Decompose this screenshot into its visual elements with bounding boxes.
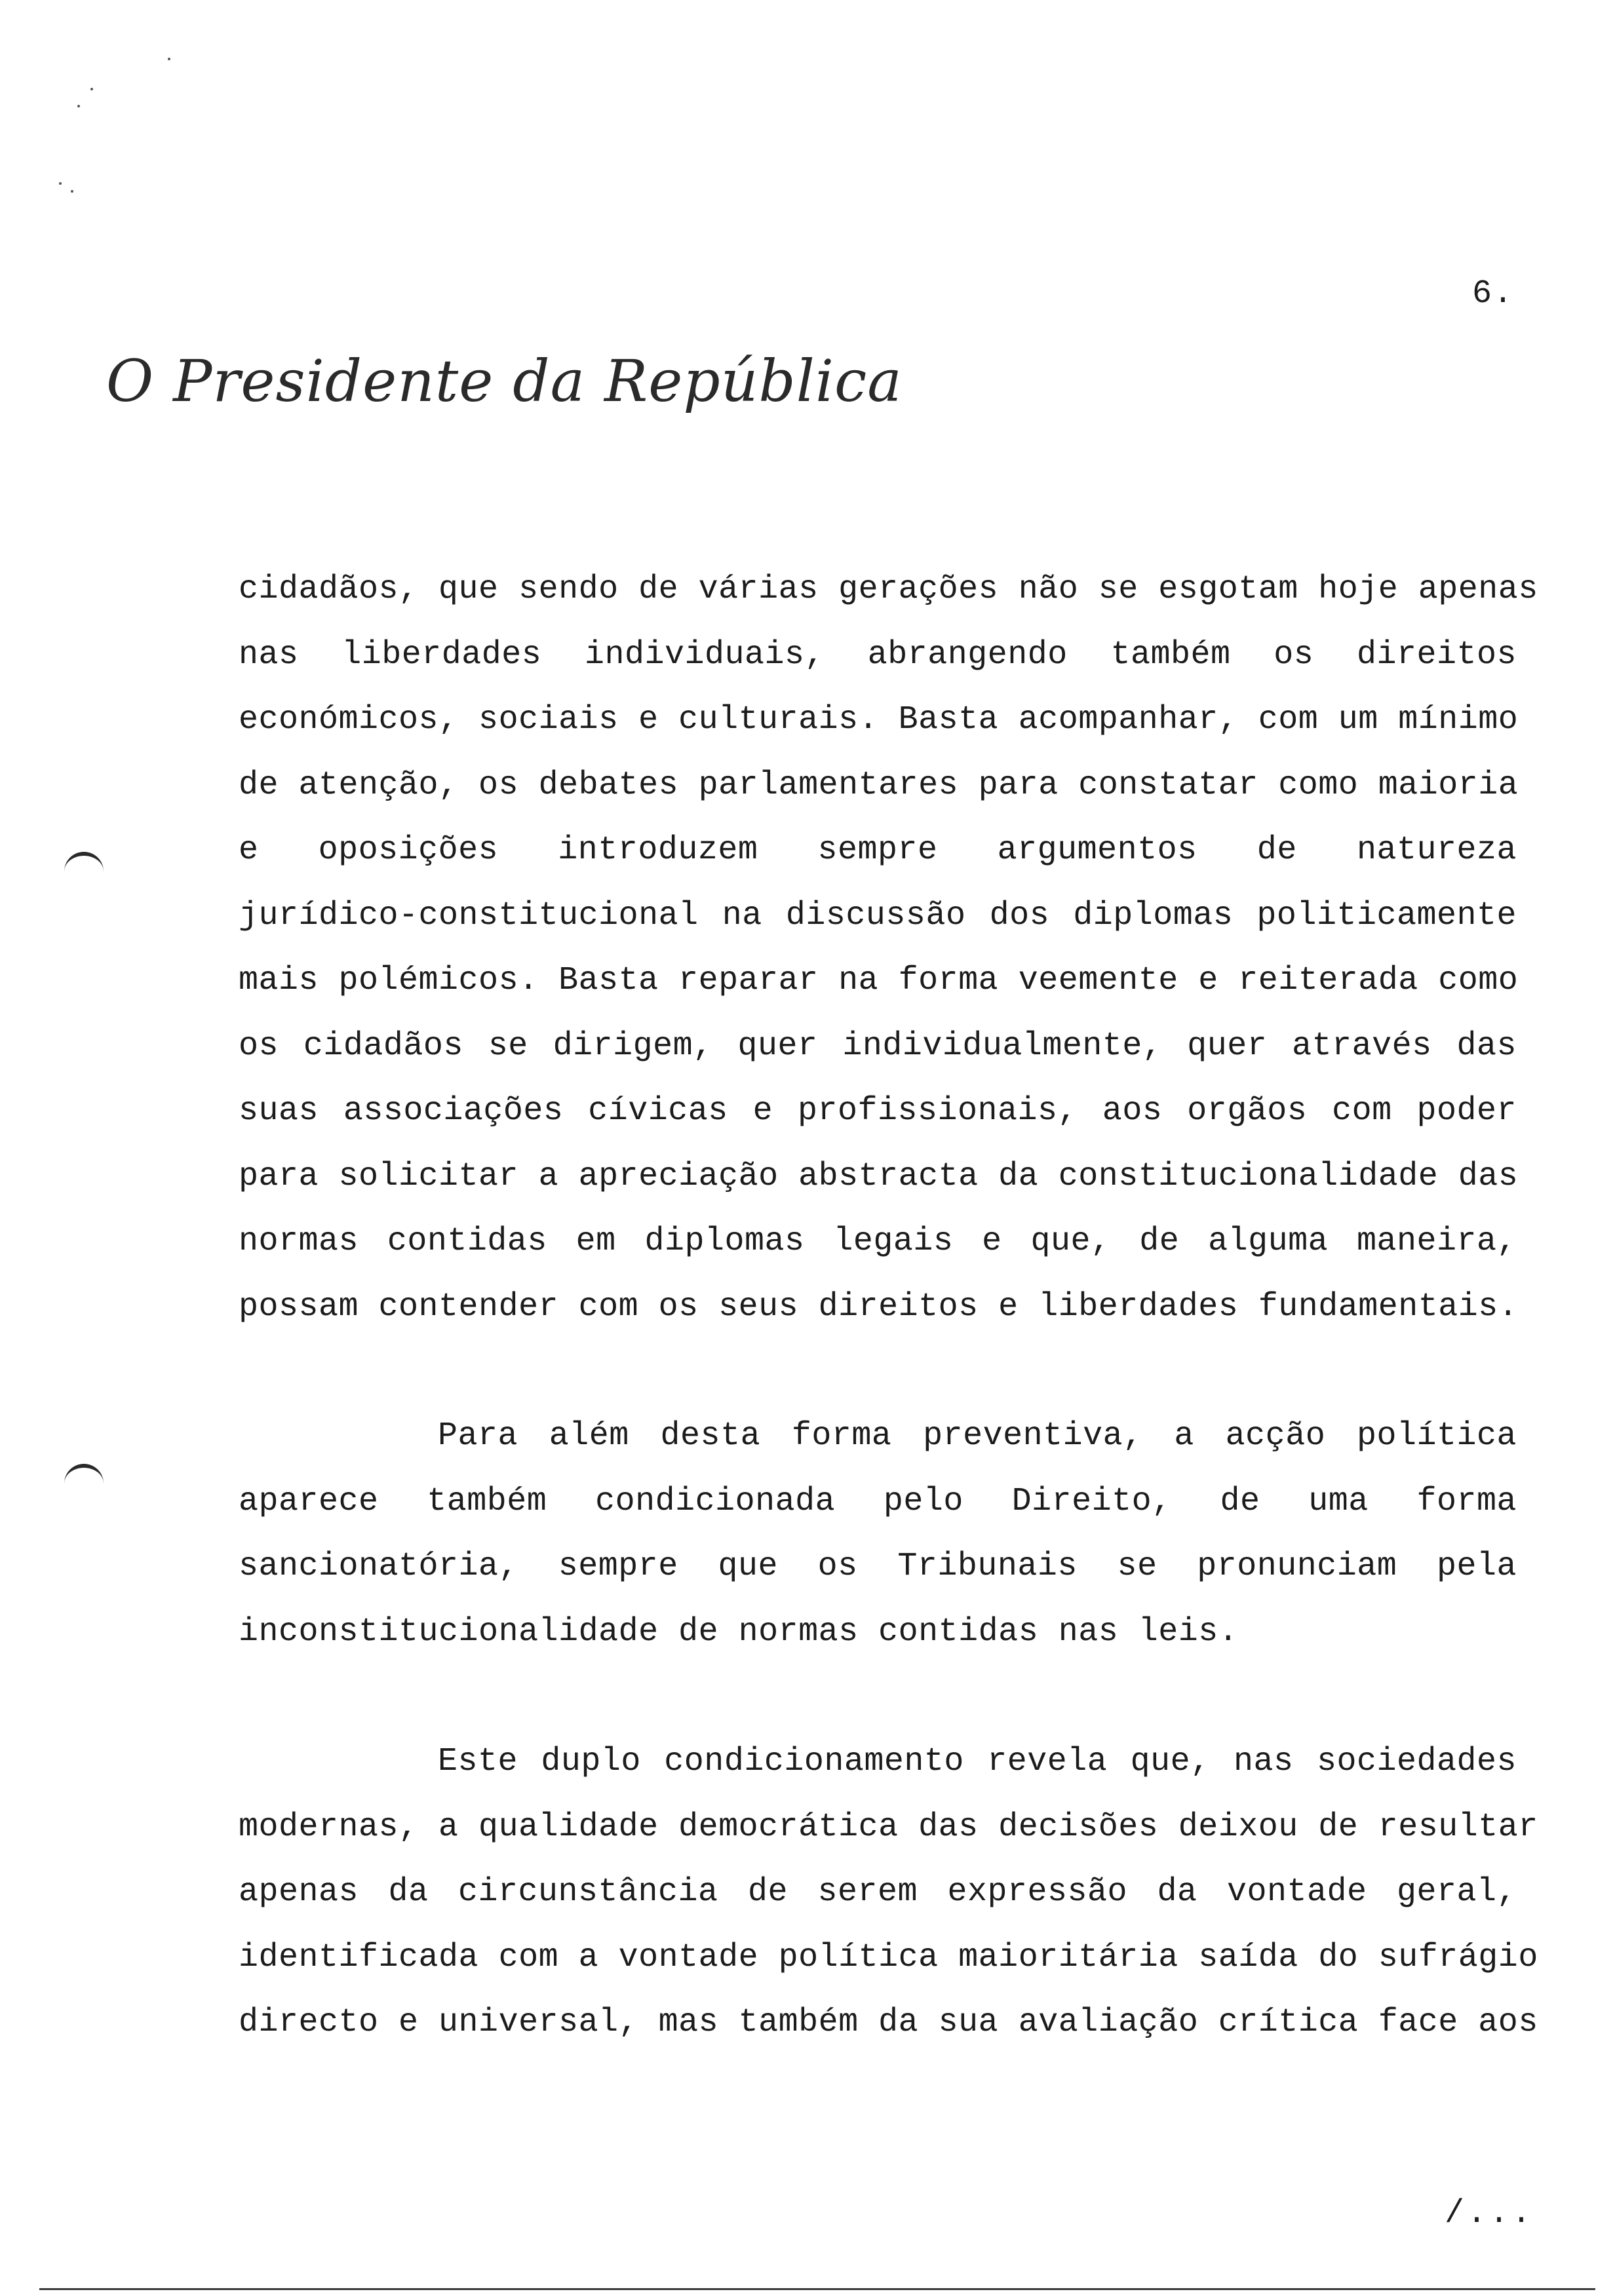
bottom-edge-line: [39, 2288, 1595, 2290]
scan-speck: [168, 58, 170, 60]
text-line: suas associações cívicas e profissionais, aos orgãos com poder: [239, 1092, 1517, 1130]
letterhead-title: O Presidente da República: [106, 347, 903, 415]
text-line: directo e universal, mas também da sua avaliação crítica face aos: [239, 2004, 1538, 2041]
margin-hole-mark: [64, 852, 104, 878]
text-line: Este duplo condicionamento revela que, nas sociedades: [438, 1743, 1517, 1780]
paragraph-3: [239, 1729, 1538, 2056]
scan-speck: [71, 190, 73, 193]
text-line: normas contidas em diplomas legais e que, de alguma maneira,: [239, 1223, 1517, 1260]
text-line: cidadãos, que sendo de várias gerações não se esgotam hoje apenas: [239, 571, 1538, 608]
margin-hole-mark: [64, 1464, 104, 1490]
text-line: sancionatória, sempre que os Tribunais se pronunciam pela: [239, 1548, 1517, 1585]
continuation-mark: /...: [1445, 2195, 1534, 2232]
text-line: nas liberdades individuais, abrangendo também os direitos: [239, 636, 1517, 674]
text-line: modernas, a qualidade democrática das decisões deixou de resultar: [239, 1808, 1538, 1846]
text-line: Para além desta forma preventiva, a acção política: [438, 1417, 1517, 1455]
text-line: para solicitar a apreciação abstracta da constitucionalidade das: [239, 1157, 1519, 1195]
scan-speck: [77, 105, 80, 107]
scan-speck: [59, 182, 62, 185]
text-line: aparece também condicionada pelo Direito, de uma forma: [239, 1482, 1517, 1520]
paragraph-2: [239, 1404, 1517, 1664]
text-line: económicos, sociais e culturais. Basta acompanhar, com um mínimo: [239, 701, 1519, 738]
paragraph-1: [239, 557, 1538, 1339]
text-line: apenas da circunstância de serem expressão da vontade geral,: [239, 1873, 1517, 1911]
text-line: e oposições introduzem sempre argumentos de natureza: [239, 832, 1517, 869]
text-line: inconstitucionalidade de normas contidas nas leis.: [239, 1613, 1239, 1651]
text-line: possam contender com os seus direitos e liberdades fundamentais.: [239, 1288, 1519, 1326]
scan-speck: [90, 88, 93, 90]
text-line: os cidadãos se dirigem, quer individualmente, quer através das: [239, 1027, 1517, 1065]
text-line: mais polémicos. Basta reparar na forma veemente e reiterada como: [239, 962, 1519, 999]
text-line: identificada com a vontade política maioritária saída do sufrágio: [239, 1938, 1538, 1976]
text-line: de atenção, os debates parlamentares para constatar como maioria: [239, 766, 1519, 804]
text-line: jurídico-constitucional na discussão dos diplomas politicamente: [239, 896, 1517, 934]
page-number: 6.: [1472, 275, 1515, 313]
